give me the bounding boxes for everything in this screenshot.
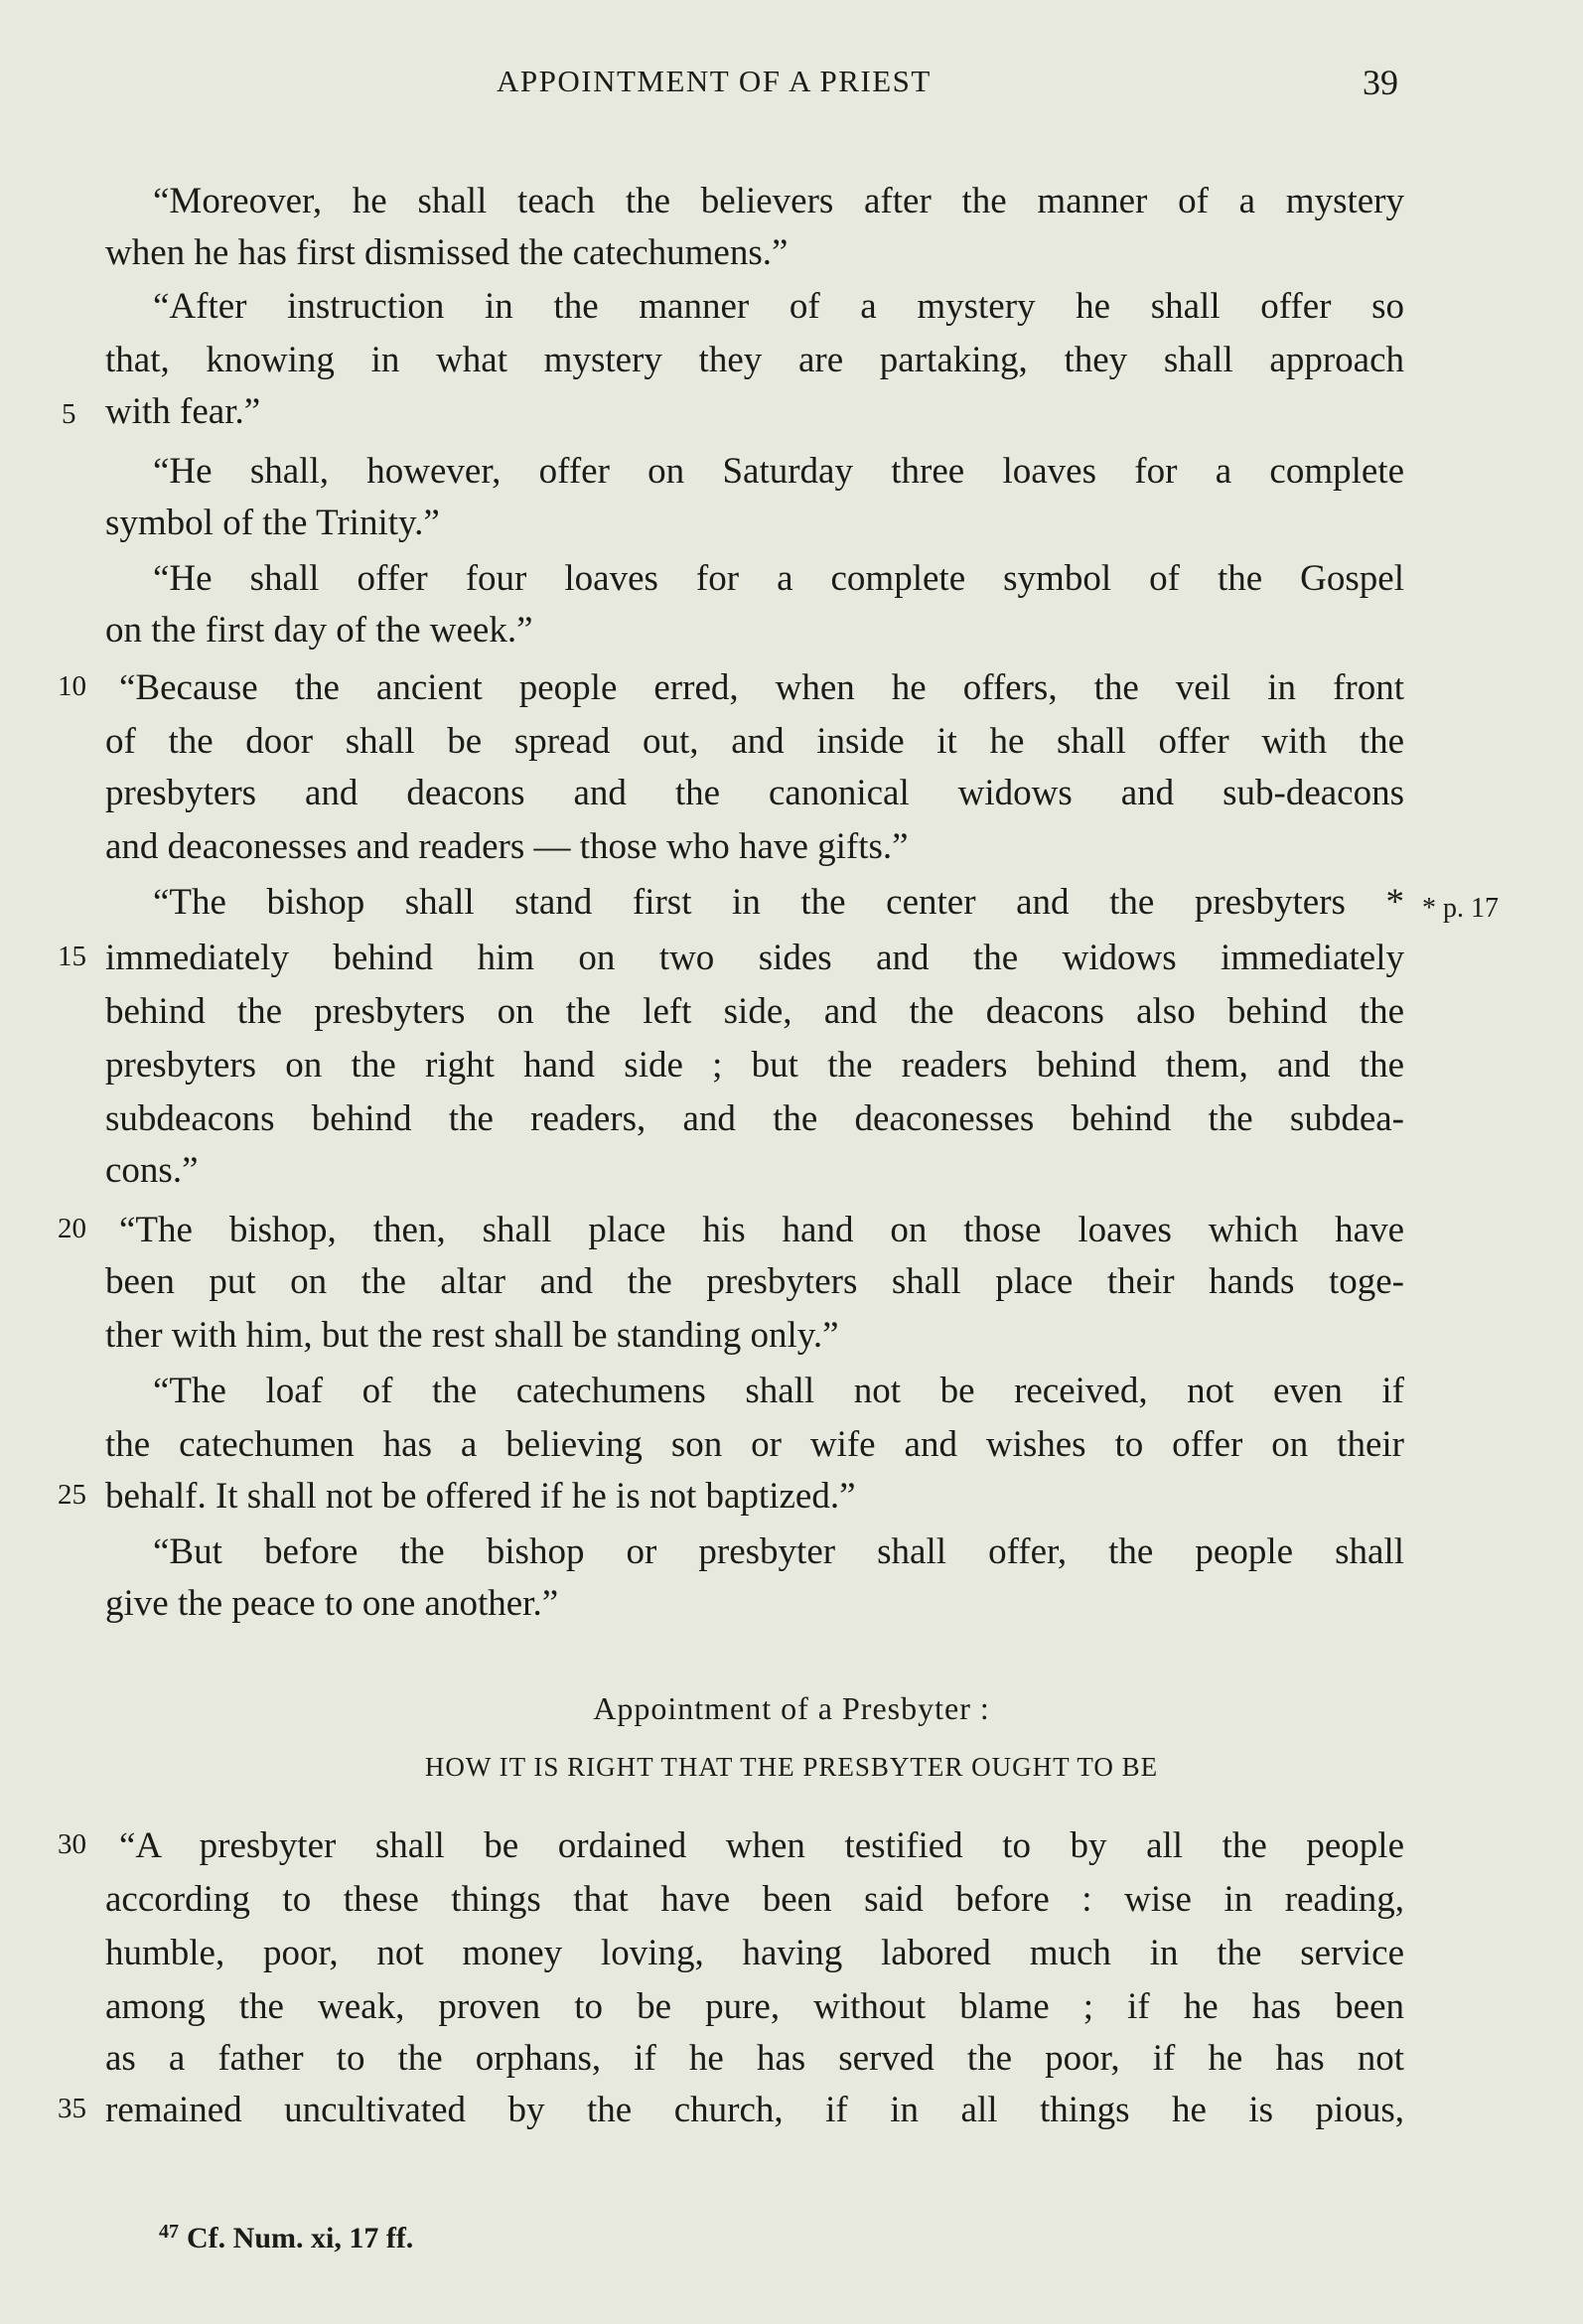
text-line: among the weak, proven to be pure, without blame ; if he has been: [105, 1986, 1404, 2027]
text-line: “The bishop shall stand first in the center and the presbyters *: [153, 882, 1404, 923]
text-line: with fear.”: [105, 391, 261, 432]
text-line: “After instruction in the manner of a mystery he shall offer so: [153, 286, 1404, 327]
text-line: and deaconesses and readers — those who have gifts.”: [105, 826, 909, 867]
footnote: [159, 2221, 413, 2255]
text-line: that, knowing in what mystery they are partaking, they shall approach: [105, 340, 1404, 380]
text-line: the catechumen has a believing son or wife and wishes to offer on their: [105, 1424, 1404, 1465]
line-number: 35: [58, 2093, 86, 2124]
line-number: 10: [58, 670, 86, 702]
text-line: presbyters and deacons and the canonical widows and sub-deacons: [105, 773, 1404, 813]
text-line: “But before the bishop or presbyter shall offer, the people shall: [153, 1531, 1404, 1572]
text-line: behalf. It shall not be offered if he is not baptized.”: [105, 1476, 856, 1517]
running-header: APPOINTMENT OF A PRIEST: [497, 64, 932, 98]
page-reference-note: * p. 17: [1422, 893, 1499, 924]
text-line: when he has first dismissed the catechumens.”: [105, 232, 789, 273]
line-number: 15: [58, 941, 86, 972]
line-number: 30: [58, 1828, 86, 1860]
page-number: 39: [1363, 63, 1398, 102]
text-line: “Because the ancient people erred, when he offers, the veil in front: [119, 667, 1404, 708]
footnote-text: Cf. Num. xi, 17 ff.: [187, 2222, 414, 2254]
text-line: “He shall offer four loaves for a complete symbol of the Gospel: [153, 558, 1404, 599]
line-number: 25: [58, 1479, 86, 1511]
text-line: presbyters on the right hand side ; but the readers behind them, and the: [105, 1045, 1404, 1086]
text-line: give the peace to one another.”: [105, 1583, 559, 1624]
text-line: behind the presbyters on the left side, and the deacons also behind the: [105, 991, 1404, 1032]
line-number: 20: [58, 1213, 86, 1244]
text-line: subdeacons behind the readers, and the deaconesses behind the subdea-: [105, 1098, 1404, 1139]
section-subheading: HOW IT IS RIGHT THAT THE PRESBYTER OUGHT TO BE: [424, 1752, 1159, 1782]
text-line: “Moreover, he shall teach the believers after the manner of a mystery: [153, 181, 1404, 221]
text-line: immediately behind him on two sides and the widows immediately: [105, 938, 1404, 978]
text-line: cons.”: [105, 1150, 199, 1191]
text-line: humble, poor, not money loving, having labored much in the service: [105, 1933, 1404, 1973]
text-line: “The bishop, then, shall place his hand on those loaves which have: [119, 1210, 1404, 1250]
text-line: “A presbyter shall be ordained when testified to by all the people: [119, 1825, 1404, 1866]
line-number: 5: [62, 398, 76, 430]
text-line: remained uncultivated by the church, if in all things he is pious,: [105, 2090, 1404, 2130]
text-line: symbol of the Trinity.”: [105, 503, 440, 543]
section-heading: Appointment of a Presbyter :: [593, 1690, 990, 1726]
text-line: of the door shall be spread out, and inside it he shall offer with the: [105, 721, 1404, 762]
text-line: ther with him, but the rest shall be standing only.”: [105, 1315, 839, 1356]
text-line: as a father to the orphans, if he has served the poor, if he has not: [105, 2038, 1404, 2079]
footnote-mark: 47: [159, 2221, 179, 2243]
text-line: “He shall, however, offer on Saturday three loaves for a complete: [153, 451, 1404, 492]
text-line: on the first day of the week.”: [105, 610, 533, 651]
text-line: “The loaf of the catechumens shall not be received, not even if: [153, 1371, 1404, 1411]
text-line: been put on the altar and the presbyters shall place their hands toge-: [105, 1261, 1404, 1302]
text-line: according to these things that have been said before : wise in reading,: [105, 1879, 1404, 1920]
